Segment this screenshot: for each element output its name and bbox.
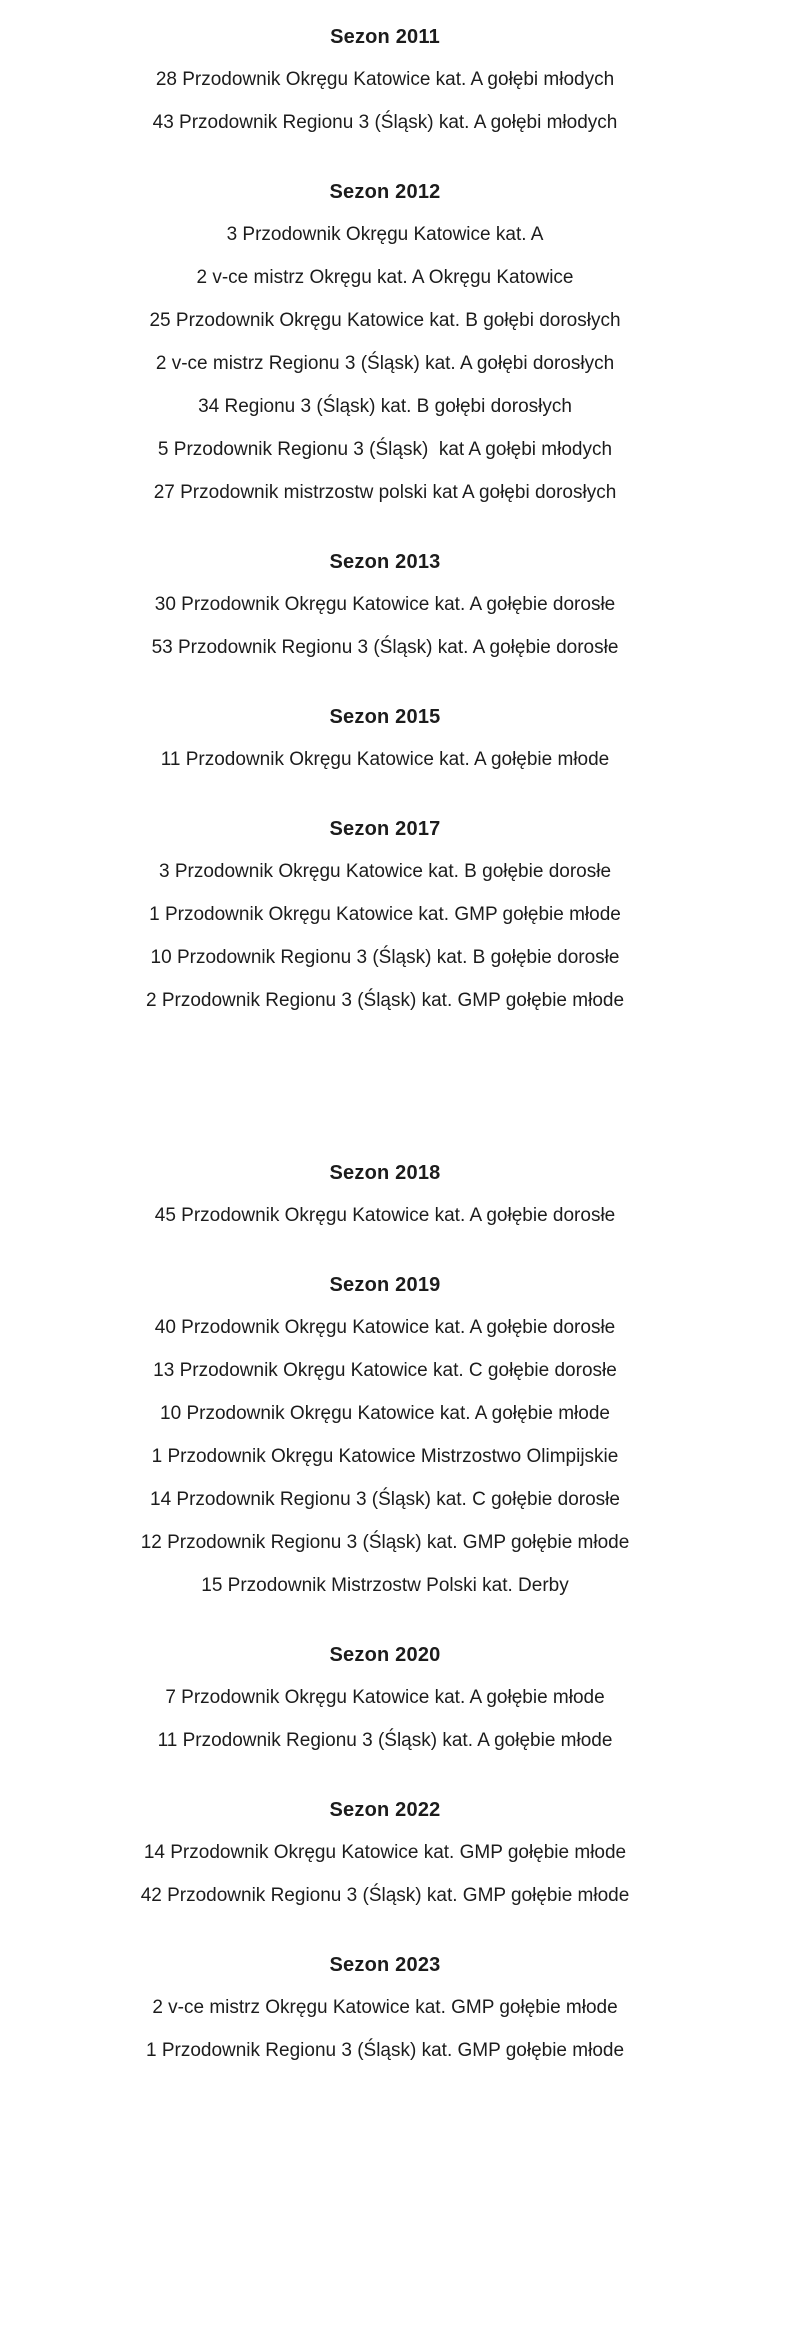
achievement-line: 40 Przodownik Okręgu Katowice kat. A gołębie dorosłe bbox=[154, 1317, 616, 1338]
season-2011-section bbox=[15, 24, 755, 136]
achievement-line: 43 Przodownik Regionu 3 (Śląsk) kat. A gołębi młodych bbox=[152, 112, 618, 133]
achievement-line: 1 Przodownik Okręgu Katowice kat. GMP gołębie młode bbox=[149, 904, 621, 925]
achievement-line: 2 v-ce mistrz Okręgu Katowice kat. GMP gołębie młode bbox=[152, 1997, 618, 2018]
achievement-line: 10 Przodownik Okręgu Katowice kat. A gołębie młode bbox=[160, 1403, 610, 1424]
achievement-line: 27 Przodownik mistrzostw polski kat A gołębi dorosłych bbox=[153, 482, 617, 503]
achievement-line: 13 Przodownik Okręgu Katowice kat. C gołębie dorosłe bbox=[153, 1360, 617, 1381]
season-title: Sezon 2020 bbox=[329, 1644, 441, 1666]
achievement-line: 10 Przodownik Regionu 3 (Śląsk) kat. B gołębie dorosłe bbox=[150, 947, 620, 968]
achievement-line: 30 Przodownik Okręgu Katowice kat. A gołębie dorosłe bbox=[154, 594, 616, 615]
season-2020-section bbox=[15, 1642, 755, 1754]
achievement-line: 1 Przodownik Regionu 3 (Śląsk) kat. GMP gołębie młode bbox=[145, 2040, 625, 2061]
achievement-line: 28 Przodownik Okręgu Katowice kat. A gołębi młodych bbox=[155, 69, 615, 90]
achievement-line: 14 Przodownik Regionu 3 (Śląsk) kat. C gołębie dorosłe bbox=[150, 1489, 620, 1510]
achievement-line: 15 Przodownik Mistrzostw Polski kat. Derby bbox=[201, 1575, 569, 1596]
season-2018-section bbox=[15, 1160, 755, 1229]
achievement-line: 42 Przodownik Regionu 3 (Śląsk) kat. GMP gołębie młode bbox=[140, 1885, 630, 1906]
achievement-line: 53 Przodownik Regionu 3 (Śląsk) kat. A gołębie dorosłe bbox=[151, 637, 619, 658]
season-2022-section bbox=[15, 1797, 755, 1909]
achievement-line: 7 Przodownik Okręgu Katowice kat. A gołębie młode bbox=[165, 1687, 605, 1708]
season-2023-section bbox=[15, 1952, 755, 2064]
achievement-line: 12 Przodownik Regionu 3 (Śląsk) kat. GMP gołębie młode bbox=[140, 1532, 630, 1553]
season-2015-section bbox=[15, 704, 755, 773]
achievement-line: 2 Przodownik Regionu 3 (Śląsk) kat. GMP gołębie młode bbox=[145, 990, 625, 1011]
achievement-line: 25 Przodownik Okręgu Katowice kat. B gołębi dorosłych bbox=[149, 310, 621, 331]
achievement-line: 45 Przodownik Okręgu Katowice kat. A gołębie dorosłe bbox=[154, 1205, 616, 1226]
achievement-line: 1 Przodownik Okręgu Katowice Mistrzostwo Olimpijskie bbox=[151, 1446, 619, 1467]
season-title: Sezon 2023 bbox=[329, 1954, 441, 1976]
season-title: Sezon 2018 bbox=[329, 1162, 441, 1184]
achievement-line: 34 Regionu 3 (Śląsk) kat. B gołębi dorosłych bbox=[198, 396, 572, 417]
achievement-line: 5 Przodownik Regionu 3 (Śląsk) kat A gołębi młodych bbox=[157, 439, 613, 460]
achievement-line: 14 Przodownik Okręgu Katowice kat. GMP gołębie młode bbox=[143, 1842, 627, 1863]
achievement-line: 2 v-ce mistrz Regionu 3 (Śląsk) kat. A gołębi dorosłych bbox=[155, 353, 615, 374]
achievement-line: 11 Przodownik Okręgu Katowice kat. A gołębie młode bbox=[160, 749, 610, 770]
achievement-line: 11 Przodownik Regionu 3 (Śląsk) kat. A gołębie młode bbox=[157, 1730, 613, 1751]
season-title: Sezon 2019 bbox=[329, 1274, 441, 1296]
achievement-line: 2 v-ce mistrz Okręgu kat. A Okręgu Katowice bbox=[196, 267, 574, 288]
season-2012-section bbox=[15, 179, 755, 506]
achievement-line: 3 Przodownik Okręgu Katowice kat. B gołębie dorosłe bbox=[158, 861, 612, 882]
season-title: Sezon 2022 bbox=[329, 1799, 441, 1821]
achievement-line: 3 Przodownik Okręgu Katowice kat. A bbox=[226, 224, 544, 245]
season-title: Sezon 2017 bbox=[329, 818, 441, 840]
season-title: Sezon 2015 bbox=[329, 706, 441, 728]
season-title: Sezon 2012 bbox=[329, 181, 441, 203]
season-2013-section bbox=[15, 549, 755, 661]
season-2017-section bbox=[15, 816, 755, 1014]
season-title: Sezon 2011 bbox=[330, 26, 440, 48]
season-2019-section bbox=[15, 1272, 755, 1599]
season-title: Sezon 2013 bbox=[329, 551, 441, 573]
